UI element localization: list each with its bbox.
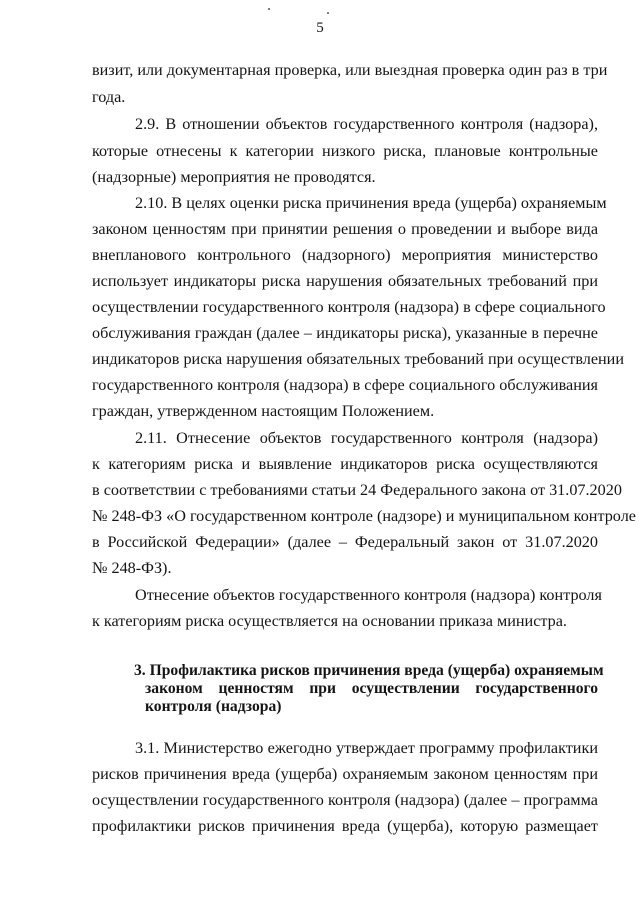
text-line: индикаторов риска нарушения обязательных требований при осуществлении	[92, 350, 625, 368]
page-number: 5	[316, 20, 324, 36]
text-line: года.	[92, 88, 126, 106]
text-line: профилактики рисков причинения вреда (ущерба), которую размещает	[92, 817, 598, 835]
text-line: Отнесение объектов государственного контроля (надзора) контроля	[135, 586, 602, 604]
text-line: законом ценностям при принятии решения о проведении и выборе вида	[92, 220, 598, 238]
text-line: 2.10. В целях оценки риска причинения вреда (ущерба) охраняемым	[135, 194, 607, 212]
scan-dot	[268, 8, 270, 10]
section-heading-line: контроля (надзора)	[145, 698, 282, 715]
text-line: государственного контроля (надзора) в сфере социального обслуживания	[92, 376, 598, 394]
section-heading-line: законом ценностям при осуществлении государственного	[145, 680, 598, 697]
text-line: 2.9. В отношении объектов государственного контроля (надзора),	[135, 115, 598, 133]
text-line: использует индикаторы риска нарушения обязательных требований при	[92, 272, 598, 290]
text-line: к категориям риска и выявление индикаторов риска осуществляются	[92, 455, 598, 473]
text-line: в Российской Федерации» (далее – Федеральный закон от 31.07.2020	[92, 533, 598, 551]
text-line: в соответствии с требованиями статьи 24 Федерального закона от 31.07.2020	[92, 481, 622, 499]
text-line: № 248-ФЗ «О государственном контроле (надзоре) и муниципальном контроле	[92, 507, 636, 525]
text-line: осуществлении государственного контроля (надзора) (далее – программа	[92, 791, 598, 809]
text-line: осуществлении государственного контроля (надзора) в сфере социального	[92, 298, 606, 316]
text-line: обслуживания граждан (далее – индикаторы риска), указанные в перечне	[92, 324, 598, 342]
text-line: рисков причинения вреда (ущерба) охраняемым законом ценностям при	[92, 765, 598, 783]
text-line: 3.1. Министерство ежегодно утверждает программу профилактики	[135, 739, 598, 757]
section-heading-line: 3. Профилактика рисков причинения вреда (ущерба) охраняемым	[134, 662, 604, 679]
text-line: (надзорные) мероприятия не проводятся.	[92, 168, 376, 186]
text-line: 2.11. Отнесение объектов государственного контроля (надзора)	[135, 429, 598, 447]
text-line: визит, или документарная проверка, или выездная проверка один раз в три	[92, 61, 608, 79]
text-line: внепланового контрольного (надзорного) мероприятия министерство	[92, 246, 598, 264]
text-line: которые отнесены к категории низкого риска, плановые контрольные	[92, 142, 598, 160]
scan-dot	[327, 12, 329, 14]
text-line: граждан, утвержденном настоящим Положением.	[92, 402, 435, 420]
text-line: к категориям риска осуществляется на основании приказа министра.	[92, 612, 567, 630]
text-line: № 248-ФЗ).	[92, 559, 172, 577]
